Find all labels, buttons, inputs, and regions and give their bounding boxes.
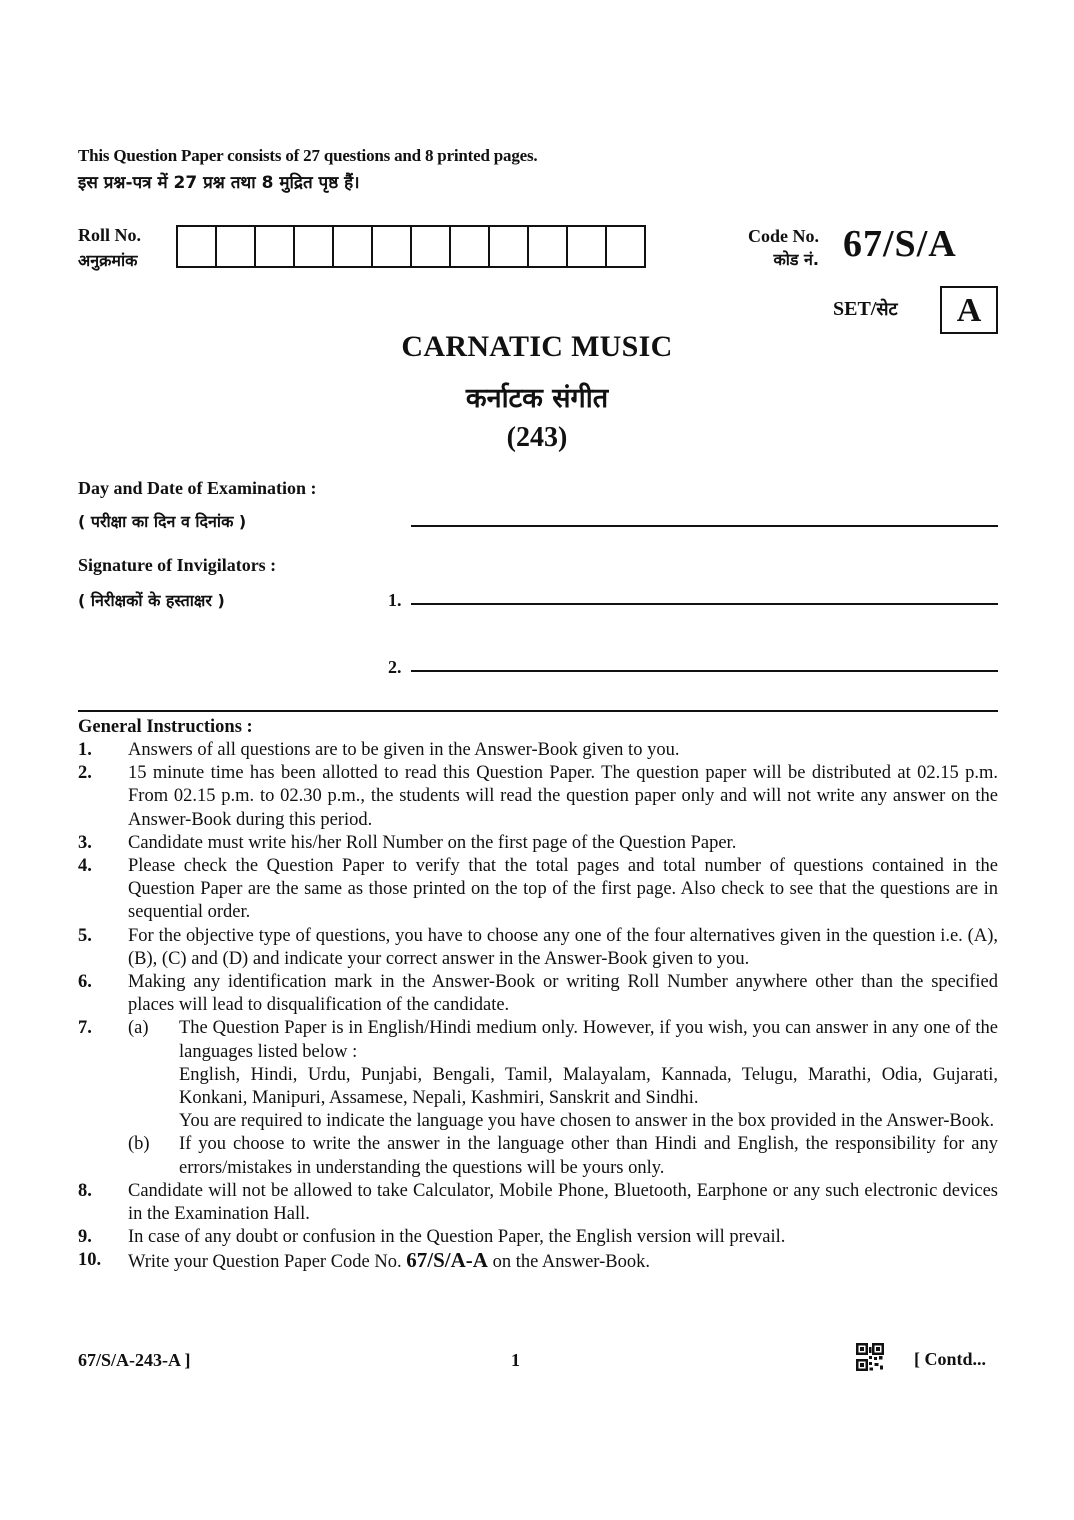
instruction-text: 15 minute time has been allotted to read this Question Paper. The question paper will be distributed at 02.15 p.m. From 02.15 p.m. to 02.30 p.m., the students will read the question paper only and will not write any answer on the Answer-Book during this period. [128,763,998,830]
code-number-value: 67/S/A [843,223,957,265]
roll-number-box[interactable] [217,225,256,268]
invigilator-signature-label: Signature of Invigilators : [78,555,277,575]
roll-number-box[interactable] [178,225,217,268]
instruction-text [128,1249,998,1274]
instruction-text: Candidate must write his/her Roll Number on the first page of the Question Paper. [128,832,737,853]
instruction-number: 3. [78,832,92,853]
instruction-text-post: on the Answer-Book. [492,1252,650,1273]
sub-text-block [179,1017,998,1133]
instruction-number: 1. [78,740,92,760]
instruction-3 [78,832,998,855]
pages-info-hindi: इस प्रश्न-पत्र में 27 प्रश्न तथा 8 मुद्रित पृष्ठ हैं। [78,173,360,193]
instruction-number: 9. [78,1227,92,1248]
signature-2-number: 2. [388,657,402,677]
signature-2-line[interactable] [411,670,998,672]
set-label [833,297,898,321]
roll-number-box[interactable] [529,225,568,268]
roll-label-english: Roll No. [78,225,141,245]
exam-date-label: Day and Date of Examination : [78,478,317,498]
roll-number-box[interactable] [568,225,607,268]
sub-text: If you choose to write the answer in the language other than Hindi and English, the responsibility for any errors/mistakes in understanding the questions will be yours only. [179,1134,998,1178]
roll-number-box[interactable] [295,225,334,268]
footer-paper-code: 67/S/A-243-A ] [78,1350,191,1370]
languages-list: English, Hindi, Urdu, Punjabi, Bengali, Tamil, Malayalam, Kannada, Telugu, Marathi, Odia, Gujarati, Konkani, Manipuri, Assamese, Nepali, Kashmiri, Sanskrit and Sindhi. [179,1064,998,1109]
instruction-text: For the objective type of questions, you have to choose any one of the four alternatives given in the question i.e. (A), (B), (C) and (D) and indicate your correct answer in the Answer-Book given to you. [128,925,998,969]
signature-1-line[interactable] [411,603,998,605]
exam-date-line[interactable] [411,525,998,527]
instruction-6 [78,971,998,1017]
instruction-text: Candidate will not be allowed to take Calculator, Mobile Phone, Bluetooth, Earphone or any such electronic devices in the Examination Hall. [128,1180,998,1225]
roll-number-box[interactable] [256,225,295,268]
set-label-hindi: सेट [876,299,898,320]
roll-number-box[interactable] [373,225,412,268]
instruction-number: 4. [78,856,92,877]
instructions-list [78,739,998,1275]
roll-number-label [78,222,141,274]
roll-label-hindi: अनुक्रमांक [78,251,138,270]
roll-number-box[interactable] [451,225,490,268]
instruction-7b [128,1133,998,1179]
sub-text-note: You are required to indicate the language you have chosen to answer in the box provided in the Answer-Book. [179,1111,995,1132]
instruction-number: 2. [78,763,92,784]
pages-info-english: This Question Paper consists of 27 questions and 8 printed pages. [78,146,538,165]
page-number: 1 [511,1350,520,1370]
sub-label: (b) [128,1134,150,1155]
sub-text: The Question Paper is in English/Hindi medium only. However, if you wish, you can answer in any one of the languages listed below : [179,1018,998,1062]
continued-marker: [ Contd... [914,1349,987,1369]
instruction-text: In case of any doubt or confusion in the Question Paper, the English version will prevail. [128,1227,786,1248]
signature-1-number: 1. [388,590,402,610]
instruction-7 [78,1017,998,1179]
qr-code-icon [856,1343,884,1371]
instruction-5 [78,925,998,971]
instruction-2 [78,762,998,832]
set-value-box: A [940,286,998,334]
instruction-4 [78,855,998,925]
instruction-10 [78,1249,998,1274]
instruction-text: Please check the Question Paper to verify that the total pages and total number of questions contained in the Question Paper are the same as those printed on the top of the first page. Also check to see that the questions are in sequential order. [128,856,998,923]
roll-number-boxes[interactable] [176,225,646,268]
roll-number-box[interactable] [607,225,646,268]
instruction-text: Answers of all questions are to be given in the Answer-Book given to you. [128,740,680,760]
sub-label: (a) [128,1018,149,1039]
instruction-number: 7. [78,1018,92,1039]
instruction-text: Making any identification mark in the Answer-Book or writing Roll Number anywhere other than the specified places will lead to disqualification of the candidate. [128,972,998,1016]
subject-title-hindi: कर्नाटक संगीत [465,383,609,414]
instruction-1 [78,739,998,762]
paper-code-inline: 67/S/A-A [406,1248,488,1273]
general-instructions-title: General Instructions : [78,717,253,737]
roll-number-box[interactable] [412,225,451,268]
section-divider [78,710,998,712]
subject-title-english: CARNATIC MUSIC [401,330,673,363]
roll-number-box[interactable] [490,225,529,268]
instruction-9 [78,1226,998,1249]
instruction-8 [78,1180,998,1226]
set-label-english: SET/ [833,298,877,320]
instruction-number: 5. [78,925,92,946]
exam-date-label-hindi: ( परीक्षा का दिन व दिनांक ) [78,512,247,531]
roll-number-box[interactable] [334,225,373,268]
instruction-number: 6. [78,972,92,993]
instruction-number: 10. [78,1250,102,1271]
code-label-hindi: कोड नं. [773,250,819,269]
invigilator-signature-label-hindi: ( निरीक्षकों के हस्ताक्षर ) [78,591,225,610]
instruction-sub-list [128,1017,998,1179]
instruction-text-pre: Write your Question Paper Code No. [128,1252,402,1273]
instruction-7a [128,1017,998,1133]
code-number-label [748,224,819,272]
subject-code: (243) [506,422,568,453]
instruction-number: 8. [78,1180,92,1201]
code-label-english: Code No. [748,226,819,246]
